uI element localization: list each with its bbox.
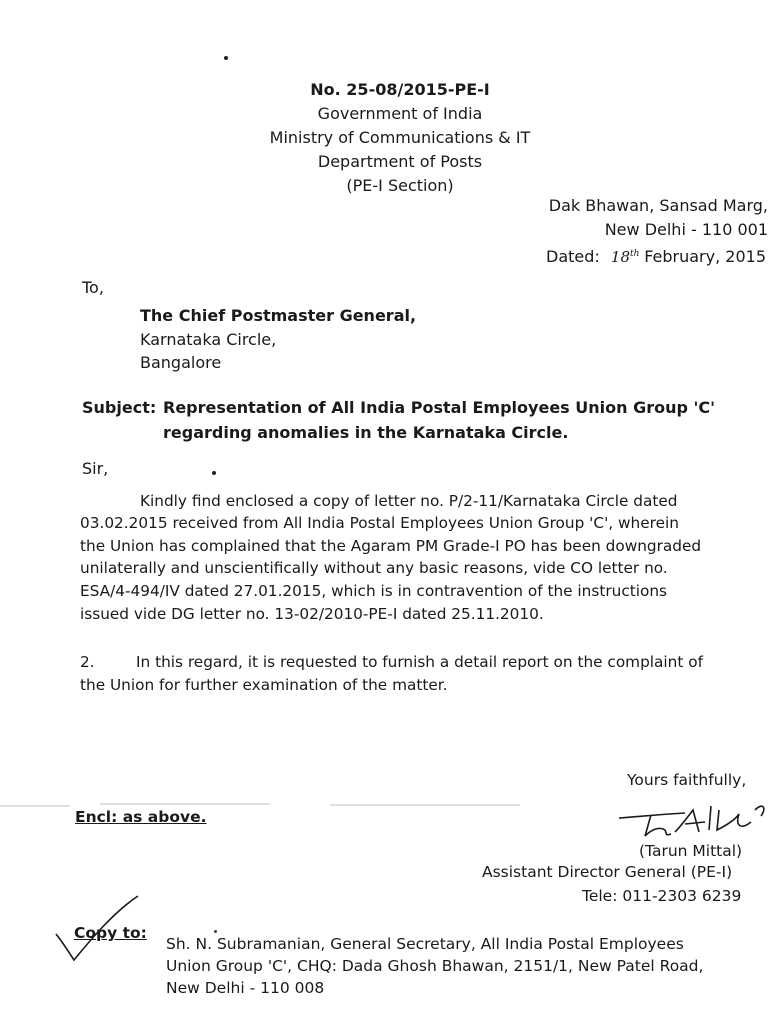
- paragraph-1-line-3: the Union has complained that the Agaram PM Grade-I PO has been downgraded: [80, 537, 702, 555]
- letter-header: [200, 78, 600, 198]
- header-government: Government of India: [317, 104, 483, 123]
- paragraph-1-line-4: unilaterally and unscientifically without any basic reasons, vide CO letter no.: [80, 559, 668, 577]
- header-ministry: Ministry of Communications & IT: [269, 128, 531, 147]
- paragraph-2-line-2: the Union for further examination of the matter.: [80, 676, 448, 694]
- scan-dot: [224, 56, 228, 60]
- copy-to-line-3: New Delhi - 110 008: [166, 979, 325, 997]
- closing: Yours faithfully,: [627, 771, 747, 789]
- date-label: Dated:: [546, 247, 600, 266]
- to-label: To,: [82, 278, 104, 297]
- scan-noise: [0, 805, 70, 807]
- reference-number: No. 25-08/2015-PE-I: [310, 80, 490, 99]
- address-line-2: New Delhi - 110 001: [604, 220, 768, 239]
- date-day-handwritten: 18th: [610, 248, 640, 266]
- signatory-title: Assistant Director General (PE-I): [482, 863, 733, 881]
- date-line: [430, 242, 768, 269]
- scan-noise: [330, 804, 520, 806]
- recipient-line-2: Karnataka Circle,: [140, 330, 277, 349]
- recipient-name: The Chief Postmaster General,: [140, 306, 417, 325]
- signatory-name: (Tarun Mittal): [639, 842, 743, 860]
- paragraph-1-line-5: ESA/4-494/IV dated 27.01.2015, which is in contravention of the instructions: [80, 582, 668, 600]
- scan-dot: [212, 471, 216, 475]
- sender-address: [430, 194, 768, 269]
- handwritten-signature: [615, 796, 768, 844]
- subject-line-1: Representation of All India Postal Employees Union Group 'C': [163, 398, 716, 417]
- signatory-telephone: Tele: 011-2303 6239: [582, 887, 742, 905]
- salutation: Sir,: [82, 459, 109, 478]
- recipient-line-3: Bangalore: [140, 353, 222, 372]
- paragraph-1-line-2: 03.02.2015 received from All India Postal Employees Union Group 'C', wherein: [80, 514, 679, 532]
- subject-line-2: regarding anomalies in the Karnataka Circle.: [163, 423, 569, 442]
- scan-noise: [100, 803, 270, 805]
- paragraph-1-line-1: Kindly find enclosed a copy of letter no. P/2-11/Karnataka Circle dated: [140, 492, 678, 510]
- header-department: Department of Posts: [317, 152, 483, 171]
- paragraph-1-line-6: issued vide DG letter no. 13-02/2010-PE-I dated 25.11.2010.: [80, 605, 544, 623]
- copy-to-line-2: Union Group 'C', CHQ: Dada Ghosh Bhawan, 2151/1, New Patel Road,: [166, 957, 704, 975]
- address-line-1: Dak Bhawan, Sansad Marg,: [548, 196, 768, 215]
- header-section: (PE-I Section): [346, 176, 454, 195]
- enclosure-note: Encl: as above.: [75, 808, 207, 826]
- paragraph-2-number: 2.: [80, 653, 95, 671]
- date-rest: February, 2015: [644, 247, 766, 266]
- subject-label: Subject:: [82, 398, 157, 417]
- paragraph-2-line-1: In this regard, it is requested to furnish a detail report on the complaint of: [136, 653, 703, 671]
- copy-to-line-1: Sh. N. Subramanian, General Secretary, All India Postal Employees: [166, 935, 684, 953]
- copy-to-label: Copy to:: [74, 924, 147, 942]
